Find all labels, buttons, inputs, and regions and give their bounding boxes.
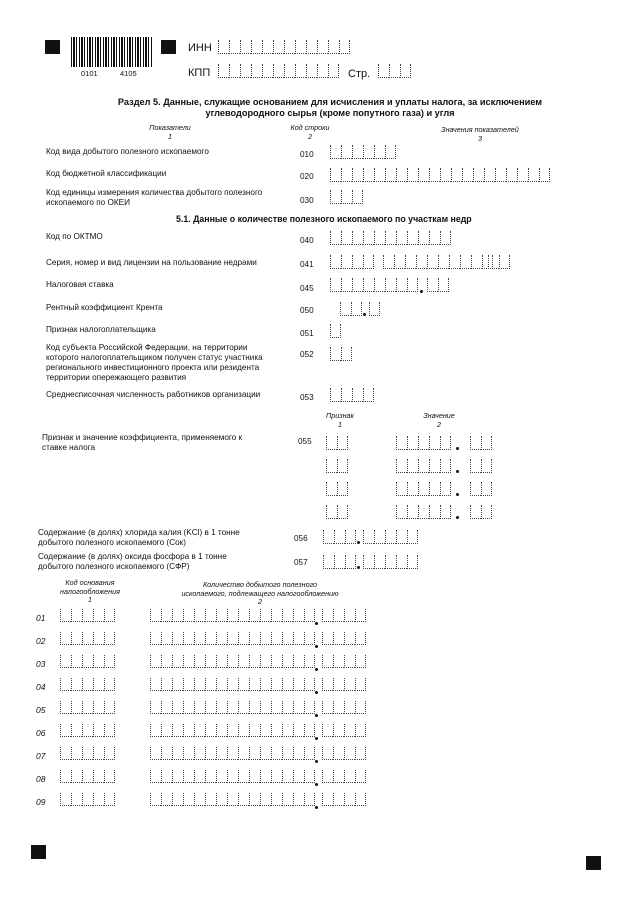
row-045-decimal-point [420,290,423,293]
table-row-number: 08 [36,774,46,784]
table-row-number: 06 [36,728,46,738]
row-030-label-line2: ископаемого по ОКЕИ [46,198,130,207]
corner-marker-top-mid [161,40,176,54]
row-055-flag-1[interactable] [326,436,348,450]
table-row-5-quantity-frac[interactable] [322,701,366,714]
row-040-field[interactable] [330,231,451,245]
table-row-number: 01 [36,613,46,623]
row-051-label: Признак налогоплательщика [46,325,156,334]
table-row-2-code[interactable] [60,632,115,645]
row-057-code: 057 [294,558,308,567]
barcode-number-right: 4105 [120,69,137,78]
table-row-6-quantity-frac[interactable] [322,724,366,737]
table-row-5-code[interactable] [60,701,115,714]
row-055-col2-header [414,412,464,429]
row-055-flag-4[interactable] [326,505,348,519]
table-row-9-decimal-point [315,806,318,809]
row-055-col1-header [320,412,360,429]
row-030-code: 030 [300,196,314,205]
row-030-label-line1: Код единицы измерения количества добытого полезного [46,188,263,197]
row-020-label: Код бюджетной классификации [46,169,167,178]
row-041-number-field[interactable] [383,255,493,269]
table-row-number: 04 [36,682,46,692]
table-col1-header [50,579,130,605]
table-row-9-quantity-int[interactable] [150,793,315,806]
table-row-number: 09 [36,797,46,807]
corner-marker-bottom-left [31,845,46,859]
table-row-1-decimal-point [315,622,318,625]
row-055-decimal-point-3 [456,493,459,496]
column-header-line-code-num: 2 [308,131,312,141]
inn-label: ИНН [188,42,212,54]
column-header-values [420,126,540,143]
table-row-number: 07 [36,751,46,761]
row-041-type-field[interactable] [488,255,510,269]
row-041-series-field[interactable] [330,255,374,269]
row-051-code: 051 [300,329,314,338]
column-header-values-num: 3 [478,133,482,143]
column-header-line-code [280,124,340,141]
column-header-indicators-text: Показатели [149,123,191,132]
column-header-indicators-num: 1 [168,131,172,141]
table-row-4-quantity-int[interactable] [150,678,315,691]
kpp-field[interactable] [218,64,339,78]
table-col1-header-line1: Код основания [65,578,115,587]
table-row-number: 03 [36,659,46,669]
table-row-8-quantity-int[interactable] [150,770,315,783]
table-row-3-quantity-frac[interactable] [322,655,366,668]
table-row-3-code[interactable] [60,655,115,668]
page-number-field[interactable] [378,64,411,78]
table-row-8-code[interactable] [60,770,115,783]
row-055-label-line1: Признак и значение коэффициента, применяемого к [42,433,243,442]
barcode-number-left: 0101 [81,69,98,78]
table-row-8-decimal-point [315,783,318,786]
row-020-code: 020 [300,172,314,181]
table-row-5-quantity-int[interactable] [150,701,315,714]
row-045-label: Налоговая ставка [46,280,114,289]
table-row-1-quantity-int[interactable] [150,609,315,622]
row-045-integer-field[interactable] [330,278,418,292]
table-row-7-quantity-int[interactable] [150,747,315,760]
table-row-5-decimal-point [315,714,318,717]
row-010-label: Код вида добытого полезного ископаемого [46,147,209,156]
section-title-line1: Раздел 5. Данные, служащие основанием для исчисления и уплаты налога, за исключением [117,97,543,107]
row-055-value-4-int[interactable] [396,505,451,519]
table-row-4-quantity-frac[interactable] [322,678,366,691]
row-055-value-2-int[interactable] [396,459,451,473]
row-030-field[interactable] [330,190,363,204]
row-055-value-2-frac[interactable] [470,459,492,473]
table-row-3-decimal-point [315,668,318,671]
row-055-code: 055 [298,437,312,446]
row-052-code: 052 [300,350,314,359]
row-053-label: Среднесписочная численность работников организации [46,390,261,399]
row-055-label-line2: ставке налога [42,443,96,452]
table-row-9-quantity-frac[interactable] [322,793,366,806]
table-row-9-code[interactable] [60,793,115,806]
row-055-decimal-point-2 [456,470,459,473]
row-055-col2-header-num: 2 [437,419,441,429]
row-050-code: 050 [300,306,314,315]
table-col2-header-line2: ископаемого, подлежащего налогообложению [181,588,339,598]
row-055-value-4-frac[interactable] [470,505,492,519]
row-055-flag-2[interactable] [326,459,348,473]
row-010-field[interactable] [330,145,396,159]
table-row-1-code[interactable] [60,609,115,622]
row-050-label: Рентный коэффициент Крента [46,303,163,312]
row-050-integer-field[interactable] [340,302,362,316]
table-row-6-decimal-point [315,737,318,740]
table-row-3-quantity-int[interactable] [150,655,315,668]
row-045-code: 045 [300,284,314,293]
column-header-indicators [120,124,220,141]
row-052-label-line4: территории опережающего развития [46,373,187,382]
row-041-label: Серия, номер и вид лицензии на пользование недрами [46,258,257,267]
corner-marker-top-left [45,40,60,54]
table-row-2-quantity-int[interactable] [150,632,315,645]
inn-field[interactable] [218,40,350,54]
row-052-field[interactable] [330,347,352,361]
row-055-value-3-int[interactable] [396,482,451,496]
page-label: Стр. [348,68,371,80]
column-header-values-text: Значения показателей [441,125,519,134]
subsection-title: 5.1. Данные о количестве полезного ископаемого по участкам недр [176,214,472,224]
table-row-7-quantity-frac[interactable] [322,747,366,760]
table-col1-header-num: 1 [88,595,92,604]
table-col2-header [160,581,360,607]
table-row-2-decimal-point [315,645,318,648]
kpp-label: КПП [188,67,211,79]
row-055-flag-3[interactable] [326,482,348,496]
row-056-fraction-field[interactable] [363,530,418,544]
row-055-decimal-point-1 [456,447,459,450]
row-055-decimal-point-4 [456,516,459,519]
table-row-4-code[interactable] [60,678,115,691]
row-057-label-line1: Содержание (в долях) оксида фосфора в 1 тонне [38,552,227,561]
row-055-col1-header-text: Признак [326,411,354,420]
row-053-field[interactable] [330,388,374,402]
row-056-label-line2: добытого полезного ископаемого (Сок) [38,538,186,547]
row-057-label-line2: добытого полезного ископаемого (СФР) [38,562,190,571]
row-052-label-line3: регионального инвестиционного проекта или резидента [46,363,260,372]
table-col2-header-num: 2 [258,597,262,606]
row-056-decimal-point [357,541,360,544]
row-041-code: 041 [300,260,314,269]
table-row-number: 02 [36,636,46,646]
row-057-integer-field[interactable] [323,555,356,569]
table-row-number: 05 [36,705,46,715]
table-col1-header-line2: налогообложения [60,586,120,596]
row-051-field[interactable] [330,324,341,338]
row-050-decimal-point [363,313,366,316]
row-050-fraction-field[interactable] [369,302,380,316]
row-052-label-line2: которого налогоплательщиком получен статус участника [46,353,263,362]
table-row-7-code[interactable] [60,747,115,760]
section-title-line2: углеводородного сырья (кроме попутного газа) и угля [205,108,455,118]
row-055-value-3-frac[interactable] [470,482,492,496]
table-row-6-quantity-int[interactable] [150,724,315,737]
row-056-label-line1: Содержание (в долях) хлорида калия (KCl) в 1 тонне [38,528,240,537]
table-row-7-decimal-point [315,760,318,763]
row-053-code: 053 [300,393,314,402]
barcode [71,37,153,67]
row-056-integer-field[interactable] [323,530,356,544]
table-row-4-decimal-point [315,691,318,694]
row-020-field[interactable] [330,168,550,182]
table-col2-header-line1: Количество добытого полезного [202,580,318,589]
column-header-line-code-text: Код строки [290,123,330,132]
row-057-decimal-point [357,566,360,569]
row-040-code: 040 [300,236,314,245]
table-row-6-code[interactable] [60,724,115,737]
row-057-fraction-field[interactable] [363,555,418,569]
row-056-code: 056 [294,534,308,543]
row-055-col2-header-text: Значение [423,411,455,420]
row-040-label: Код по ОКТМО [46,232,103,241]
row-055-value-1-frac[interactable] [470,436,492,450]
row-055-col1-header-num: 1 [338,419,342,429]
row-010-code: 010 [300,150,314,159]
table-row-8-quantity-frac[interactable] [322,770,366,783]
row-045-fraction-field[interactable] [427,278,449,292]
row-052-label-line1: Код субъекта Российской Федерации, на территории [46,343,248,352]
table-row-1-quantity-frac[interactable] [322,609,366,622]
row-055-value-1-int[interactable] [396,436,451,450]
corner-marker-bottom-right [586,856,601,870]
table-row-2-quantity-frac[interactable] [322,632,366,645]
